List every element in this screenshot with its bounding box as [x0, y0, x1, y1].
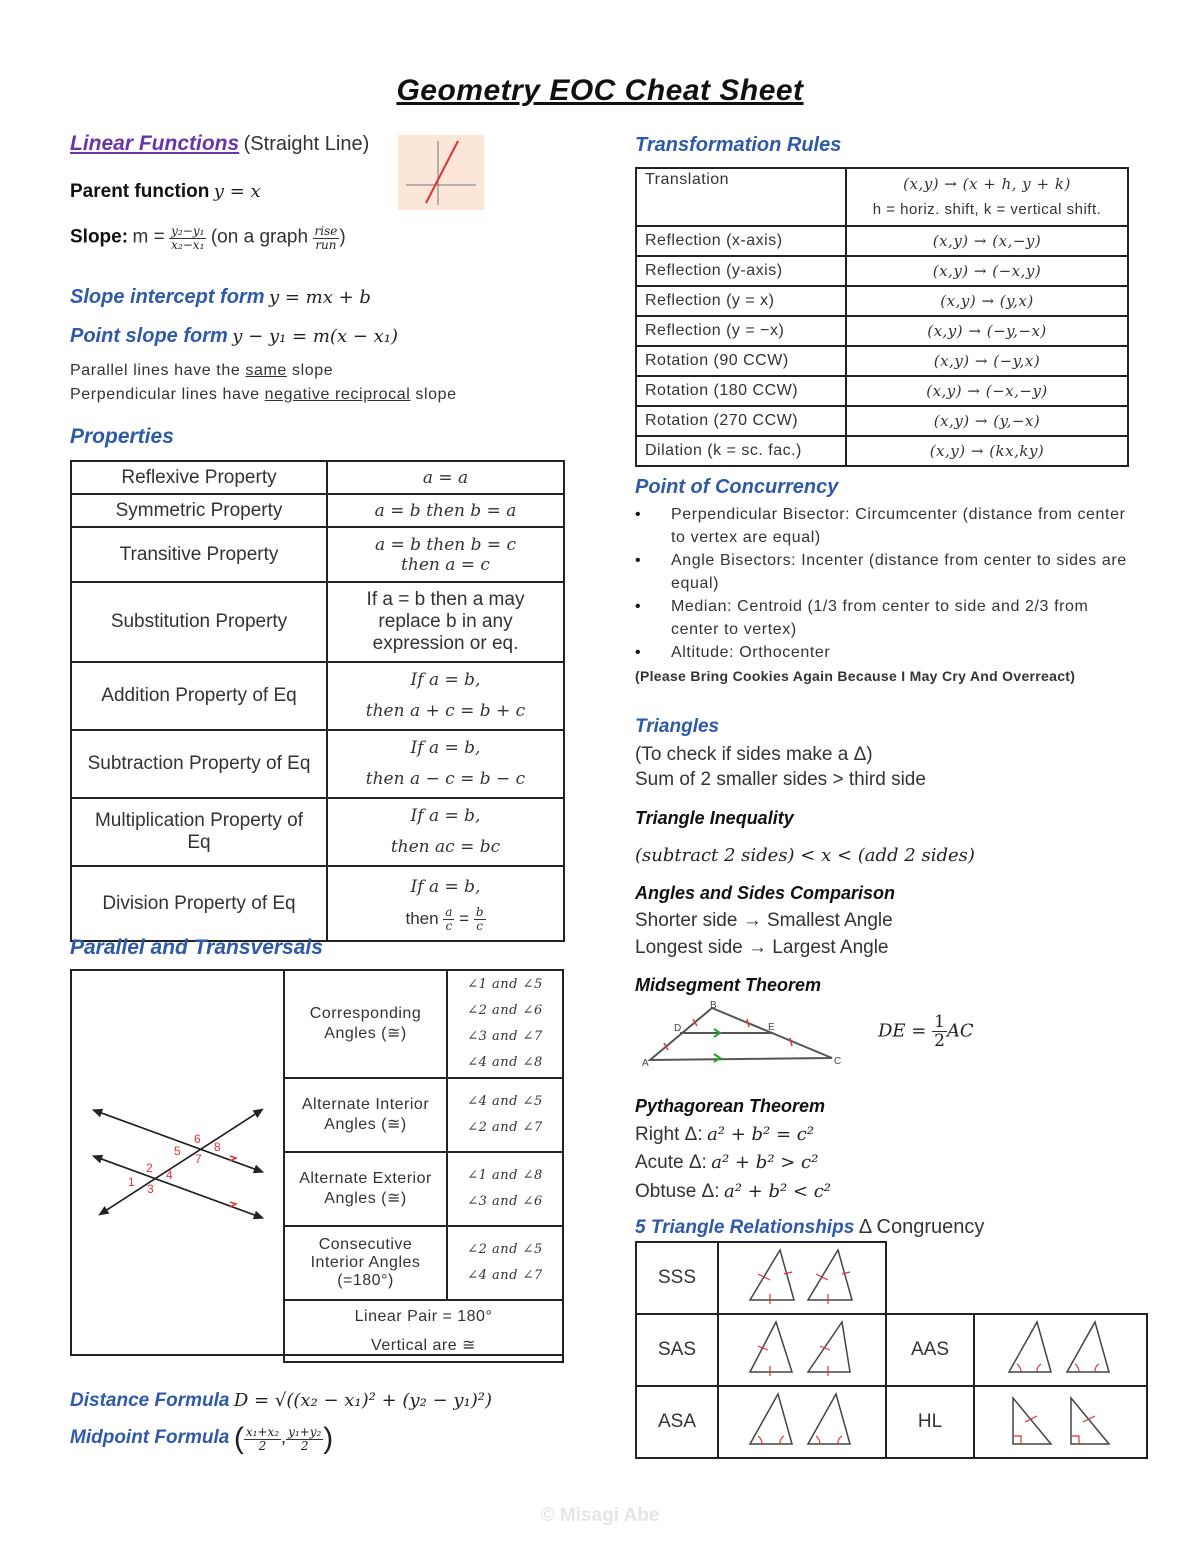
- frac-den: 2: [258, 1438, 267, 1453]
- congruency-heading-row: [635, 1216, 984, 1239]
- frac-num: y₁+y₂: [288, 1424, 322, 1439]
- congruency-name: SSS: [636, 1242, 718, 1314]
- perp-note-pre: Perpendicular lines have: [70, 386, 260, 403]
- transform-rule: (x,y) → (kx,ky): [846, 436, 1128, 466]
- rise-run-fraction: [313, 225, 340, 252]
- table-row: [636, 226, 1128, 256]
- slope-label: Slope:: [70, 226, 129, 248]
- congruency-name: ASA: [636, 1386, 718, 1458]
- pythagorean-acute: [635, 1152, 818, 1174]
- frac-num: 1: [934, 1012, 945, 1032]
- table-row: [636, 1386, 1147, 1458]
- table-row: [71, 461, 564, 494]
- triangles-line1: (To check if sides make a Δ): [635, 744, 873, 765]
- table-row: [71, 866, 564, 941]
- slope-denominator: x₂−x₁: [171, 238, 205, 252]
- congruency-figure: [718, 1314, 886, 1386]
- hl-triangles-icon: [1001, 1388, 1121, 1450]
- transform-name: Rotation (270 CCW): [636, 406, 846, 436]
- properties-heading: Properties: [70, 425, 174, 448]
- congruency-heading-note: Δ Congruency: [858, 1216, 985, 1238]
- angle-type: Alternate Exterior Angles (≅): [284, 1152, 447, 1226]
- transform-name: Dilation (k = sc. fac.): [636, 436, 846, 466]
- empty-cell: [886, 1242, 1147, 1314]
- property-rule: a = a: [327, 461, 564, 494]
- transversal-diagram: [80, 1095, 280, 1235]
- congruency-name: AAS: [886, 1314, 974, 1386]
- comparison-line2: Longest side → Largest Angle: [635, 937, 889, 958]
- linear-pair: Linear Pair = 180°: [354, 1308, 493, 1325]
- comparison-heading: Angles and Sides Comparison: [635, 883, 896, 903]
- division-frac-left: [443, 906, 454, 933]
- list-item: • Angle Bisectors: Incenter (distance from center to sides are equal): [635, 549, 1135, 595]
- property-name: Multiplication Property of Eq: [71, 798, 327, 866]
- list-item: • Altitude: Orthocenter: [635, 641, 1135, 664]
- point-slope-eq: y − y₁ = m(x − x₁): [232, 326, 399, 347]
- vertex-label: E: [768, 1022, 775, 1033]
- angle-pair: ∠2 and ∠7: [467, 1120, 543, 1135]
- table-row: [71, 730, 564, 798]
- property-rule-cell: [327, 866, 564, 941]
- property-name: Division Property of Eq: [71, 866, 327, 941]
- angle-pairs-cell: [447, 1226, 563, 1300]
- table-row: [71, 662, 564, 730]
- table-row: [636, 256, 1128, 286]
- vertex-label: B: [710, 1000, 717, 1011]
- midpoint-frac-y: [286, 1426, 323, 1453]
- frac-den: c: [476, 918, 484, 933]
- slope-fraction: [169, 225, 206, 252]
- obtuse-label: Obtuse Δ:: [635, 1181, 720, 1202]
- linear-functions-heading-row: [70, 132, 369, 156]
- property-name: Symmetric Property: [71, 494, 327, 527]
- property-name: Transitive Property: [71, 527, 327, 582]
- midpoint-formula-label: Midpoint Formula: [70, 1427, 230, 1449]
- concurrency-mnemonic: (Please Bring Cookies Again Because I May Cry And Overreact): [635, 668, 1076, 684]
- angle-label: 6: [194, 1132, 201, 1146]
- transform-name: Rotation (180 CCW): [636, 376, 846, 406]
- transform-name: Translation: [636, 168, 846, 226]
- pythagorean-obtuse: [635, 1181, 831, 1203]
- midsegment-heading: Midsegment Theorem: [635, 975, 822, 995]
- comparison-line1: Shorter side → Smallest Angle: [635, 910, 893, 931]
- congruency-table: [635, 1241, 1148, 1459]
- angle-pair: ∠4 and ∠7: [467, 1268, 543, 1283]
- transform-rule: (x,y) → (x,−y): [846, 226, 1128, 256]
- congruency-figure: [974, 1314, 1147, 1386]
- table-row: [636, 406, 1128, 436]
- property-name: Addition Property of Eq: [71, 662, 327, 730]
- transform-rule: (x,y) → (−y,x): [846, 346, 1128, 376]
- congruency-figure: [718, 1386, 886, 1458]
- table-row: [71, 527, 564, 582]
- linear-functions-heading: Linear Functions: [70, 132, 240, 155]
- vertex-label: C: [834, 1056, 842, 1067]
- table-row: [636, 346, 1128, 376]
- rise: rise: [314, 224, 338, 238]
- property-rule: If a = b then a may replace b in any expression or eq.: [327, 582, 564, 662]
- parallel-note-pre: Parallel lines have the: [70, 362, 241, 379]
- transform-rule: (x,y) → (−x,−y): [846, 376, 1128, 406]
- triangles-heading: Triangles: [635, 716, 720, 737]
- midsegment-eq: [878, 1013, 974, 1050]
- triangle-inequality-heading: Triangle Inequality: [635, 808, 794, 828]
- concurrency-heading: Point of Concurrency: [635, 476, 839, 498]
- aas-triangles-icon: [1001, 1316, 1121, 1378]
- linear-graph-icon: [398, 135, 484, 210]
- table-row: [636, 436, 1128, 466]
- pythagorean-right: [635, 1124, 814, 1146]
- concurrency-list: [635, 503, 1135, 664]
- parallel-note-underlined: same: [245, 362, 287, 379]
- parent-function-label: Parent function: [70, 181, 210, 202]
- midsegment-frac: [932, 1013, 947, 1050]
- vertical-angles: Vertical are ≅: [371, 1337, 476, 1354]
- transform-name: Reflection (x-axis): [636, 226, 846, 256]
- property-rule-cell: [327, 730, 564, 798]
- vertex-label: A: [642, 1058, 649, 1069]
- table-row: [636, 168, 1128, 226]
- frac-den: 2: [934, 1031, 945, 1051]
- property-rule-line2: then $\frac{a}{c}$ = $\frac{b}{c}$: [405, 904, 484, 933]
- angle-type: Consecutive Interior Angles (=180°): [284, 1226, 447, 1300]
- midsegment-eq-pre: DE =: [878, 1020, 927, 1042]
- perp-note-underlined: negative reciprocal: [264, 386, 411, 403]
- angle-pair: ∠4 and ∠5: [467, 1094, 543, 1109]
- table-row: [636, 1242, 1147, 1314]
- congruency-name: HL: [886, 1386, 974, 1458]
- frac-den: c: [445, 918, 453, 933]
- angle-label: 8: [214, 1140, 221, 1154]
- linear-graph-thumbnail: [398, 135, 484, 210]
- angle-label: 4: [166, 1168, 173, 1182]
- parent-function-row: [70, 181, 261, 203]
- transform-rule: (x,y) → (x + h, y + k): [903, 175, 1071, 193]
- property-rule-line2: then ac = bc: [390, 837, 501, 857]
- midpoint-frac-x: [244, 1426, 281, 1453]
- right-eq: a² + b² = c²: [707, 1124, 815, 1145]
- angle-pair: ∠1 and ∠8: [467, 1168, 543, 1183]
- angle-label: 5: [174, 1144, 181, 1158]
- table-row: [636, 376, 1128, 406]
- table-row: [284, 1152, 563, 1226]
- slope-numerator: y₂−y₁: [171, 224, 205, 238]
- transform-name: Reflection (y = −x): [636, 316, 846, 346]
- transform-rule: (x,y) → (−y,−x): [846, 316, 1128, 346]
- parallel-lines-note: [70, 362, 333, 380]
- perp-note-post: slope: [415, 386, 457, 403]
- run: run: [315, 238, 337, 252]
- point-slope-label: Point slope form: [70, 325, 228, 347]
- midpoint-formula-row: Midpoint Formula ( $\frac{\text{x₁+x₂}}{2}$ , $\frac{\text{y₁+y₂}}{2}$ ): [70, 1422, 334, 1455]
- table-row: [284, 1226, 563, 1300]
- transform-name: Reflection (y = x): [636, 286, 846, 316]
- angle-label: 1: [128, 1175, 135, 1189]
- division-frac-right: [474, 906, 486, 933]
- triangles-line2: Sum of 2 smaller sides > third side: [635, 769, 926, 790]
- linear-pair-cell: [284, 1300, 563, 1362]
- angle-type: Alternate Interior Angles (≅): [284, 1078, 447, 1152]
- property-rule-line1: If a = b,: [410, 806, 481, 826]
- table-row: [71, 494, 564, 527]
- angle-label: 2: [146, 1161, 153, 1175]
- angle-pair: ∠3 and ∠6: [467, 1194, 543, 1209]
- property-rule-line1: If a = b,: [410, 876, 481, 897]
- distance-formula-label: Distance Formula: [70, 1390, 230, 1411]
- angle-pairs-cell: [447, 970, 563, 1078]
- asa-triangles-icon: [742, 1388, 862, 1450]
- property-name: Reflexive Property: [71, 461, 327, 494]
- table-row: [636, 316, 1128, 346]
- congruency-figure: [974, 1386, 1147, 1458]
- table-row: [636, 286, 1128, 316]
- angle-pair: ∠2 and ∠6: [467, 1003, 543, 1018]
- table-row: [71, 798, 564, 866]
- transform-name: Reflection (y-axis): [636, 256, 846, 286]
- transform-rule: (x,y) → (y,x): [846, 286, 1128, 316]
- angle-type: Corresponding Angles (≅): [284, 970, 447, 1078]
- slope-row: [70, 225, 346, 252]
- frac-den: 2: [300, 1438, 309, 1453]
- linear-functions-note: (Straight Line): [243, 133, 370, 155]
- angle-label: 7: [195, 1152, 202, 1166]
- property-rule-line2: then a + c = b + c: [365, 701, 526, 721]
- property-rule-line1: If a = b,: [410, 738, 481, 758]
- transformation-rules-heading: Transformation Rules: [635, 134, 842, 156]
- transform-note: h = horiz. shift, k = vertical shift.: [872, 201, 1102, 218]
- transform-rule: (x,y) → (−x,y): [846, 256, 1128, 286]
- sss-triangles-icon: [742, 1244, 862, 1306]
- angle-pair: ∠2 and ∠5: [467, 1242, 543, 1257]
- congruency-figure: [718, 1242, 886, 1314]
- property-rule-line1: If a = b,: [410, 670, 481, 690]
- slope-intercept-row: [70, 286, 371, 309]
- property-rule: a = b then b = a: [327, 494, 564, 527]
- transform-name: Rotation (90 CCW): [636, 346, 846, 376]
- parallel-transversals-heading: Parallel and Transversals: [70, 936, 323, 959]
- table-row: [284, 1300, 563, 1362]
- acute-label: Acute Δ:: [635, 1152, 707, 1173]
- angle-pairs-cell: [447, 1078, 563, 1152]
- congruency-name: SAS: [636, 1314, 718, 1386]
- angle-pairs-table: [283, 969, 564, 1363]
- frac-num: b: [475, 904, 484, 919]
- table-row: [284, 970, 563, 1078]
- frac-num: x₁+x₂: [245, 1424, 280, 1439]
- obtuse-eq: a² + b² < c²: [723, 1181, 832, 1202]
- distance-formula-eq: D = √((x₂ − x₁)² + (y₂ − y₁)²): [233, 1390, 492, 1411]
- transformation-table: [635, 167, 1129, 467]
- property-rule-cell: [327, 662, 564, 730]
- triangle-inequality-eq: (subtract 2 sides) < x < (add 2 sides): [635, 845, 975, 866]
- congruency-heading: 5 Triangle Relationships: [635, 1217, 855, 1238]
- midsegment-eq-post: AC: [946, 1020, 974, 1042]
- property-name: Substitution Property: [71, 582, 327, 662]
- vertex-label: D: [674, 1023, 682, 1034]
- transform-rule: (x,y) → (y,−x): [846, 406, 1128, 436]
- point-slope-row: [70, 325, 398, 348]
- slope-m: m =: [132, 226, 165, 248]
- table-row: [636, 1314, 1147, 1386]
- angle-label: 3: [147, 1182, 154, 1196]
- angle-pair: ∠3 and ∠7: [467, 1029, 543, 1044]
- table-row: [284, 1078, 563, 1152]
- angle-pair: ∠4 and ∠8: [467, 1055, 543, 1070]
- slope-intercept-label: Slope intercept form: [70, 286, 265, 308]
- list-item: • Perpendicular Bisector: Circumcenter (distance from center to vertex are equal): [635, 503, 1135, 549]
- table-row: [71, 582, 564, 662]
- division-then: then: [405, 908, 439, 928]
- properties-table: [70, 460, 565, 942]
- parent-function-eq: y = x: [213, 181, 261, 202]
- distance-formula-row: [70, 1390, 492, 1412]
- property-name: Subtraction Property of Eq: [71, 730, 327, 798]
- slope-intercept-eq: y = mx + b: [268, 287, 371, 308]
- angle-pair: ∠1 and ∠5: [467, 977, 543, 992]
- acute-eq: a² + b² > c²: [711, 1152, 819, 1173]
- slope-close: ): [339, 226, 346, 248]
- midsegment-diagram: [640, 1000, 850, 1070]
- sas-triangles-icon: [742, 1316, 862, 1378]
- slope-note: (on a graph: [210, 226, 309, 248]
- parallel-note-post: slope: [291, 362, 334, 379]
- property-rule-cell: [327, 798, 564, 866]
- perpendicular-lines-note: [70, 386, 457, 404]
- list-item: • Median: Centroid (1/3 from center to side and 2/3 from center to vertex): [635, 595, 1135, 641]
- watermark: © Misagi Abe: [540, 1505, 660, 1526]
- right-label: Right Δ:: [635, 1124, 703, 1145]
- pythagorean-heading: Pythagorean Theorem: [635, 1096, 826, 1116]
- angle-pairs-cell: [447, 1152, 563, 1226]
- page-title: Geometry EOC Cheat Sheet: [396, 74, 804, 107]
- transform-rule-cell: [846, 168, 1128, 226]
- frac-num: a: [445, 904, 453, 919]
- property-rule: a = b then b = c then a = c: [327, 527, 564, 582]
- property-rule-line2: then a − c = b − c: [365, 769, 526, 789]
